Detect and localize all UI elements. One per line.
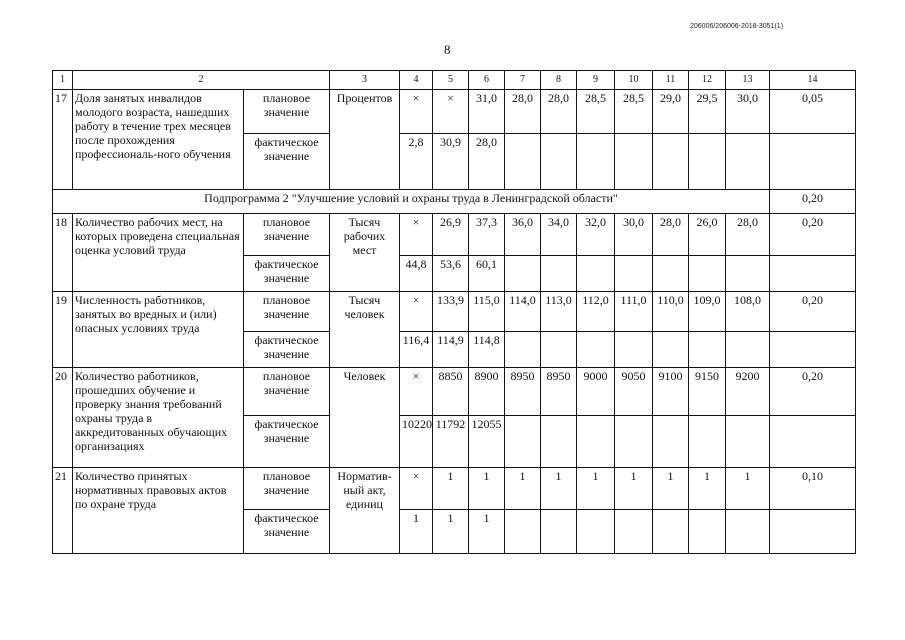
subprogram-row [53, 190, 856, 214]
empty-cell [615, 256, 653, 292]
plan-value: × [400, 214, 433, 256]
empty-cell [770, 256, 856, 292]
plan-value: 113,0 [541, 292, 577, 332]
plan-value: 28,5 [577, 90, 615, 134]
empty-cell [726, 510, 770, 554]
empty-cell [726, 256, 770, 292]
empty-cell [541, 332, 577, 368]
empty-cell [505, 416, 541, 468]
plan-value: × [400, 368, 433, 416]
plan-value: 109,0 [689, 292, 726, 332]
subprogram-weight: 0,20 [770, 190, 856, 214]
table-row [53, 468, 856, 510]
plan-value: × [400, 292, 433, 332]
weight-value: 0,20 [770, 214, 856, 256]
plan-value: 133,9 [433, 292, 469, 332]
plan-value: 30,0 [726, 90, 770, 134]
header-cell: 13 [726, 71, 770, 90]
plan-value: 112,0 [577, 292, 615, 332]
plan-label: плановое значение [244, 368, 330, 416]
fact-value: 30,9 [433, 134, 469, 190]
plan-value: 9100 [653, 368, 689, 416]
indicator-name: Доля занятых инвалидов молодого возраста, нашедших работу в течение трех месяцев после прохождения профессиональ-ного обучения [73, 90, 244, 190]
fact-value: 11792 [433, 416, 469, 468]
plan-value: 9050 [615, 368, 653, 416]
plan-value: 9200 [726, 368, 770, 416]
subprogram-title: Подпрограмма 2 "Улучшение условий и охраны труда в Ленинградской области" [53, 190, 770, 214]
empty-cell [505, 332, 541, 368]
indicator-name: Количество работников, прошедших обучение и проверку знания требований охраны труда в аккредитованных обучающих организациях [73, 368, 244, 468]
unit-label: Человек [330, 368, 400, 468]
header-cell: 2 [73, 71, 330, 90]
fact-value: 28,0 [469, 134, 505, 190]
plan-value: 29,5 [689, 90, 726, 134]
plan-value: 8950 [541, 368, 577, 416]
weight-value: 0,20 [770, 292, 856, 332]
empty-cell [577, 510, 615, 554]
table-row [53, 90, 856, 134]
plan-value: 31,0 [469, 90, 505, 134]
plan-value: 30,0 [615, 214, 653, 256]
table-row [53, 292, 856, 332]
empty-cell [689, 510, 726, 554]
empty-cell [505, 256, 541, 292]
empty-cell [726, 416, 770, 468]
plan-value: 32,0 [577, 214, 615, 256]
fact-value: 116,4 [400, 332, 433, 368]
empty-cell [689, 134, 726, 190]
header-cell: 10 [615, 71, 653, 90]
fact-value: 60,1 [469, 256, 505, 292]
plan-value: 28,0 [541, 90, 577, 134]
empty-cell [653, 332, 689, 368]
unit-label: Тысяч человек [330, 292, 400, 368]
empty-cell [653, 510, 689, 554]
empty-cell [541, 510, 577, 554]
plan-label: плановое значение [244, 214, 330, 256]
fact-value: 1 [469, 510, 505, 554]
weight-value: 0,05 [770, 90, 856, 134]
empty-cell [577, 134, 615, 190]
plan-label: плановое значение [244, 468, 330, 510]
plan-value: 26,9 [433, 214, 469, 256]
plan-value: 8850 [433, 368, 469, 416]
empty-cell [615, 134, 653, 190]
fact-value: 1 [400, 510, 433, 554]
plan-value: 8900 [469, 368, 505, 416]
indicators-table [52, 70, 856, 554]
empty-cell [770, 134, 856, 190]
weight-value: 0,10 [770, 468, 856, 510]
empty-cell [577, 416, 615, 468]
indicator-name: Количество принятых нормативных правовых актов по охране труда [73, 468, 244, 554]
fact-value: 1 [433, 510, 469, 554]
empty-cell [726, 332, 770, 368]
fact-value: 12055 [469, 416, 505, 468]
empty-cell [541, 416, 577, 468]
fact-value: 2,8 [400, 134, 433, 190]
empty-cell [505, 134, 541, 190]
unit-label: Процентов [330, 90, 400, 190]
empty-cell [541, 256, 577, 292]
plan-value: 29,0 [653, 90, 689, 134]
plan-label: плановое значение [244, 292, 330, 332]
empty-cell [541, 134, 577, 190]
plan-value: 28,0 [726, 214, 770, 256]
plan-value: 1 [469, 468, 505, 510]
header-cell: 8 [541, 71, 577, 90]
empty-cell [615, 510, 653, 554]
plan-value: 1 [653, 468, 689, 510]
plan-value: 28,0 [505, 90, 541, 134]
row-number: 19 [53, 292, 73, 368]
empty-cell [770, 332, 856, 368]
header-cell: 4 [400, 71, 433, 90]
indicator-name: Численность работников, занятых во вредных и (или) опасных условиях труда [73, 292, 244, 368]
page-number: 8 [444, 42, 451, 57]
plan-value: 9000 [577, 368, 615, 416]
plan-value: 110,0 [653, 292, 689, 332]
plan-value: × [400, 468, 433, 510]
empty-cell [770, 510, 856, 554]
empty-cell [615, 332, 653, 368]
plan-value: × [400, 90, 433, 134]
document-id: 206006/206006-2018-3051(1) [690, 23, 784, 30]
weight-value: 0,20 [770, 368, 856, 416]
plan-value: 1 [541, 468, 577, 510]
plan-value: 1 [615, 468, 653, 510]
fact-label: фактическое значение [244, 332, 330, 368]
empty-cell [770, 416, 856, 468]
empty-cell [689, 256, 726, 292]
plan-value: 1 [577, 468, 615, 510]
plan-value: 1 [433, 468, 469, 510]
indicator-name: Количество рабочих мест, на которых проведена специальная оценка условий труда [73, 214, 244, 292]
plan-value: 28,5 [615, 90, 653, 134]
empty-cell [505, 510, 541, 554]
fact-label: фактическое значение [244, 510, 330, 554]
plan-value: 8950 [505, 368, 541, 416]
empty-cell [689, 416, 726, 468]
fact-label: фактическое значение [244, 256, 330, 292]
empty-cell [577, 256, 615, 292]
plan-value: 34,0 [541, 214, 577, 256]
plan-value: 9150 [689, 368, 726, 416]
plan-value: 111,0 [615, 292, 653, 332]
header-cell: 11 [653, 71, 689, 90]
row-number: 18 [53, 214, 73, 292]
fact-value: 44,8 [400, 256, 433, 292]
row-number: 17 [53, 90, 73, 190]
plan-value: 26,0 [689, 214, 726, 256]
plan-value: 1 [689, 468, 726, 510]
empty-cell [726, 134, 770, 190]
row-number: 20 [53, 368, 73, 468]
table-row [53, 214, 856, 256]
plan-value: 114,0 [505, 292, 541, 332]
header-cell: 9 [577, 71, 615, 90]
fact-value: 114,8 [469, 332, 505, 368]
fact-value: 53,6 [433, 256, 469, 292]
empty-cell [653, 256, 689, 292]
fact-label: фактическое значение [244, 134, 330, 190]
empty-cell [653, 134, 689, 190]
empty-cell [577, 332, 615, 368]
header-cell: 5 [433, 71, 469, 90]
header-row [53, 71, 856, 90]
plan-value: × [433, 90, 469, 134]
plan-value: 37,3 [469, 214, 505, 256]
table-row [53, 368, 856, 416]
fact-value: 10220 [400, 416, 433, 468]
plan-value: 108,0 [726, 292, 770, 332]
fact-value: 114,9 [433, 332, 469, 368]
header-cell: 1 [53, 71, 73, 90]
plan-value: 36,0 [505, 214, 541, 256]
header-cell: 3 [330, 71, 400, 90]
plan-value: 115,0 [469, 292, 505, 332]
empty-cell [653, 416, 689, 468]
unit-label: Норматив-ный акт, единиц [330, 468, 400, 554]
empty-cell [615, 416, 653, 468]
plan-value: 1 [505, 468, 541, 510]
unit-label: Тысяч рабочих мест [330, 214, 400, 292]
empty-cell [689, 332, 726, 368]
header-cell: 14 [770, 71, 856, 90]
plan-value: 1 [726, 468, 770, 510]
header-cell: 6 [469, 71, 505, 90]
plan-value: 28,0 [653, 214, 689, 256]
row-number: 21 [53, 468, 73, 554]
header-cell: 7 [505, 71, 541, 90]
header-cell: 12 [689, 71, 726, 90]
plan-label: плановое значение [244, 90, 330, 134]
fact-label: фактическое значение [244, 416, 330, 468]
